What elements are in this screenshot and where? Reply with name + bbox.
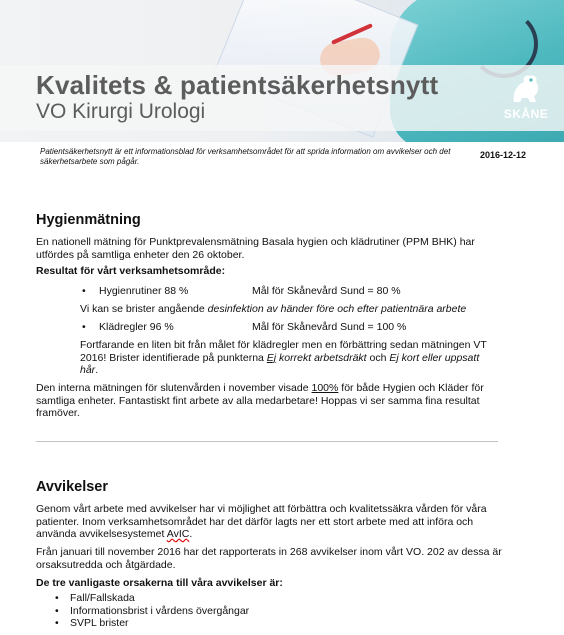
note-prefix: Vi kan se brister angående xyxy=(80,303,208,315)
section-heading-hygien: Hygienmätning xyxy=(36,212,141,228)
note-italic: desinfektion av händer före och efter patientnära arbete xyxy=(207,303,467,315)
avv-period: . xyxy=(189,528,193,540)
item-goal: Mål för Skånevård Sund = 100 % xyxy=(252,321,407,333)
list-item: • SVPL brister xyxy=(55,617,249,630)
avic-term: AvIC xyxy=(166,528,190,540)
internal-percent: 100% xyxy=(311,382,339,394)
item-label: Klädregler 96 % xyxy=(99,321,174,333)
section-divider xyxy=(36,441,498,442)
section-avvikelser-heading-wrap xyxy=(36,481,506,494)
list-item: • Informationsbrist i vårdens övergångar xyxy=(55,605,249,618)
hygien-intro-paragraph xyxy=(36,236,506,261)
result-heading: Resultat för vårt verksamhetsområde: xyxy=(36,265,226,277)
section-heading-avvikelser: Avvikelser xyxy=(36,479,109,495)
followup-and: och xyxy=(366,351,390,364)
section-hygien-heading-wrap xyxy=(36,214,506,227)
hygien-followup xyxy=(80,339,498,377)
list-item: • Fall/Fallskada xyxy=(55,592,249,605)
internal-measurement xyxy=(36,382,500,420)
internal-text-a: Den interna mätningen för slutenvården i november visade xyxy=(36,382,312,394)
bullet: • xyxy=(82,285,86,297)
region-skane-logo xyxy=(498,72,554,124)
hygien-note xyxy=(80,303,500,316)
item-goal: Mål för Skånevård Sund = 80 % xyxy=(252,285,401,297)
avv-text-a: Genom vårt arbete med avvikelser har vi möjlighet att förbättra och kvalitetssäkra vården för våra patienter. Inom verksamhetsområdet har det därför lagts ner ett stort arbete med att införa och använda avvikelsesystemet xyxy=(36,503,487,540)
causes-list xyxy=(55,592,249,630)
avvikelser-paragraph-2 xyxy=(36,546,502,571)
page-subtitle: VO Kirurgi Urologi xyxy=(36,100,206,123)
internal-text-b: för både Hygien och Kläder för samtliga enheter. Fantastiskt fint arbete av alla medarbetare! Hoppas vi ser samma fina resultat framöver. xyxy=(36,382,484,419)
griffin-icon xyxy=(508,72,544,106)
avv-text-2: Från januari till november 2016 har det rapporterats in 268 avvikelser inom vårt VO. 202 av dessa är orsaksutredda och åtgärdade. xyxy=(36,546,502,571)
causes-heading: De tre vanligaste orsakerna till våra avvikelser är: xyxy=(36,577,283,589)
logo-text: SKÅNE xyxy=(503,107,549,121)
page-title: Kvalitets & patientsäkerhetsnytt xyxy=(36,70,439,100)
bullet: • xyxy=(82,321,86,333)
header-banner xyxy=(0,0,564,142)
followup-text: Fortfarande en liten bit från målet för klädregler men en förbättring sedan mätningen VT 2016! Brister identifierade på punkterna xyxy=(80,339,487,364)
hygien-intro-text: En nationell mätning för Punktprevalensmätning Basala hygien och klädrutiner (PPM BHK) har utfördes på samtliga enheter den 26 oktober. xyxy=(36,236,475,261)
followup-har: Ej kort eller uppsatt hår xyxy=(80,351,480,376)
followup-period: . xyxy=(95,364,99,376)
followup-ej: Ej xyxy=(266,351,277,364)
issue-date: 2016-12-12 xyxy=(480,150,527,160)
intro-text: Patientsäkerhetsnytt är ett informationsblad för verksamhetsområdet för att sprida information om avvikelser och det säkerhetsarbete som pågår. xyxy=(40,147,451,166)
followup-arbetsdrakt: korrekt arbetsdräkt xyxy=(276,351,367,364)
avvikelser-paragraph-1 xyxy=(36,503,502,541)
item-label: Hygienrutiner 88 % xyxy=(99,285,189,297)
